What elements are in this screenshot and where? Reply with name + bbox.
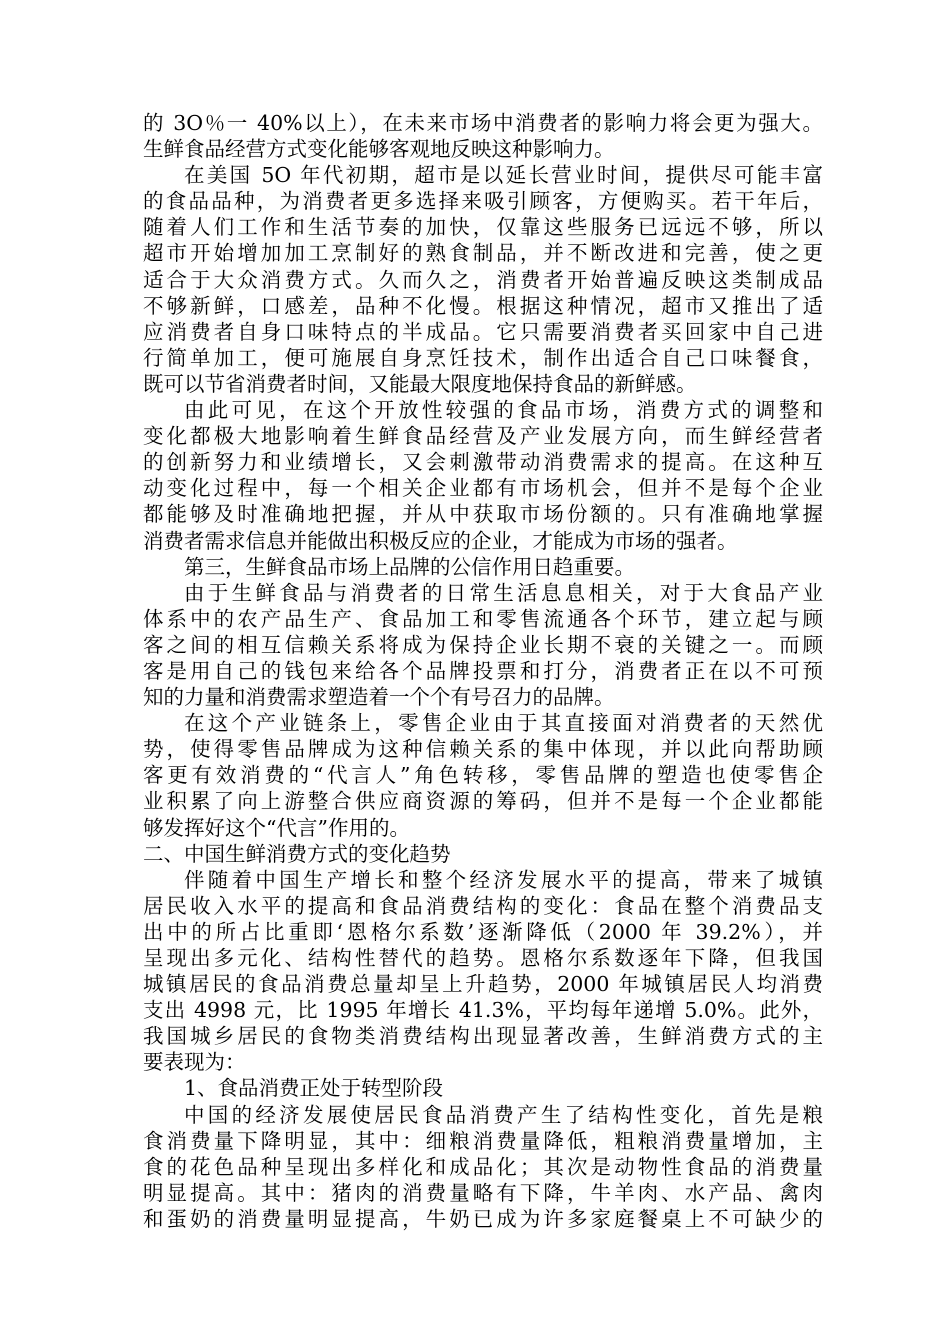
text-line: 业积累了向上游整合供应商资源的筹码，但并不是每一个企业都能: [143, 789, 823, 814]
paragraph-first-line: 在这个产业链条上，零售企业由于其直接面对消费者的天然优: [184, 711, 823, 736]
text-line: 知的力量和消费需求塑造着一个个有号召力的品牌。: [143, 685, 615, 710]
text-line: 既可以节省消费者时间，又能最大限度地保持食品的新鲜感。: [143, 371, 697, 396]
subsection-heading: 1、食品消费正处于转型阶段: [184, 1076, 444, 1101]
text-line: 不够新鲜，口感差，品种不化慢。根据这种情况，超市又推出了适: [143, 293, 823, 318]
text-line: 出中的所占比重即‘恩格尔系数’逐渐降低（2000 年 39.2%），并: [143, 919, 823, 944]
text-line: 行简单加工，便可施展自身烹饪技术，制作出适合自己口味餐食，: [143, 345, 823, 370]
text-line: 要表现为：: [143, 1050, 246, 1075]
text-line: 都能够及时准确地把握，并从中获取市场份额的。只有准确地掌握: [143, 502, 823, 527]
text-line: 客更有效消费的“代言人”角色转移，零售品牌的塑造也使零售企: [143, 763, 823, 788]
text-line: 明显提高。其中：猪肉的消费量略有下降，牛羊肉、水产品、禽肉: [143, 1180, 823, 1205]
text-line: 应消费者自身口味特点的半成品。它只需要消费者买回家中自己进: [143, 319, 823, 344]
text-line: 食消费量下降明显，其中：细粮消费量降低，粗粮消费量增加，主: [143, 1128, 823, 1153]
text-line: 超市开始增加加工烹制好的熟食制品，并不断改进和完善，使之更: [143, 241, 823, 266]
paragraph-first-line: 由于生鲜食品与消费者的日常生活息息相关，对于大食品产业: [184, 580, 823, 605]
text-line: 食的花色品种呈现出多样化和成品化；其次是动物性食品的消费量: [143, 1154, 823, 1179]
paragraph-first-line: 第三，生鲜食品市场上品牌的公信作用日趋重要。: [184, 554, 635, 579]
paragraph-first-line: 由此可见，在这个开放性较强的食品市场，消费方式的调整和: [184, 398, 823, 423]
text-line: 势，使得零售品牌成为这种信赖关系的集中体现，并以此向帮助顾: [143, 737, 823, 762]
text-line: 随着人们工作和生活节奏的加快，仅靠这些服务已远远不够，所以: [143, 215, 823, 240]
text-line: 客是用自己的钱包来给各个品牌投票和打分，消费者正在以不可预: [143, 658, 823, 683]
body-text: [143, 110, 823, 1232]
text-line: 我国城乡居民的食物类消费结构出现显著改善，生鲜消费方式的主: [143, 1024, 823, 1049]
paragraph-first-line: 伴随着中国生产增长和整个经济发展水平的提高，带来了城镇: [184, 867, 823, 892]
text-line: 适合于大众消费方式。久而久之，消费者开始普遍反映这类制成品: [143, 267, 823, 292]
text-line: 动变化过程中，每一个相关企业都有市场机会，但并不是每个企业: [143, 476, 823, 501]
paragraph-first-line: 中国的经济发展使居民食品消费产生了结构性变化，首先是粮: [184, 1102, 823, 1127]
text-line: 的 3O％一 40%以上），在未来市场中消费者的影响力将会更为强大。: [143, 111, 823, 135]
section-heading: 二、中国生鲜消费方式的变化趋势: [143, 841, 451, 866]
text-line: 够发挥好这个“代言”作用的。: [143, 815, 410, 840]
paragraph-first-line: 在美国 5O 年代初期，超市是以延长营业时间，提供尽可能丰富: [184, 163, 823, 188]
text-line: 消费者需求信息并能做出积极反应的企业，才能成为市场的强者。: [143, 528, 738, 553]
text-line: 的食品品种，为消费者更多选择来吸引顾客，方便购买。若干年后，: [143, 189, 823, 214]
text-line: 呈现出多元化、结构性替代的趋势。恩格尔系数逐年下降，但我国: [143, 946, 823, 970]
text-line: 客之间的相互信赖关系将成为保持企业长期不衰的关键之一。而顾: [143, 632, 823, 657]
text-line: 和蛋奶的消费量明显提高，牛奶已成为许多家庭餐桌上不可缺少的: [143, 1206, 823, 1231]
text-line: 体系中的农产品生产、食品加工和零售流通各个环节，建立起与顾: [143, 606, 823, 631]
text-line: 居民收入水平的提高和食品消费结构的变化：食品在整个消费品支: [143, 893, 823, 918]
text-line: 支出 4998 元，比 1995 年增长 41.3%，平均每年递增 5.0%。此外，: [143, 998, 823, 1023]
text-line: 城镇居民的食品消费总量却呈上升趋势，2000 年城镇居民人均消费: [143, 972, 823, 997]
text-line: 的创新努力和业绩增长，又会刺激带动消费需求的提高。在这种互: [143, 450, 823, 475]
text-line: 生鲜食品经营方式变化能够客观地反映这种影响力。: [143, 137, 615, 162]
text-line: 变化都极大地影响着生鲜食品经营及产业发展方向，而生鲜经营者: [143, 424, 823, 449]
